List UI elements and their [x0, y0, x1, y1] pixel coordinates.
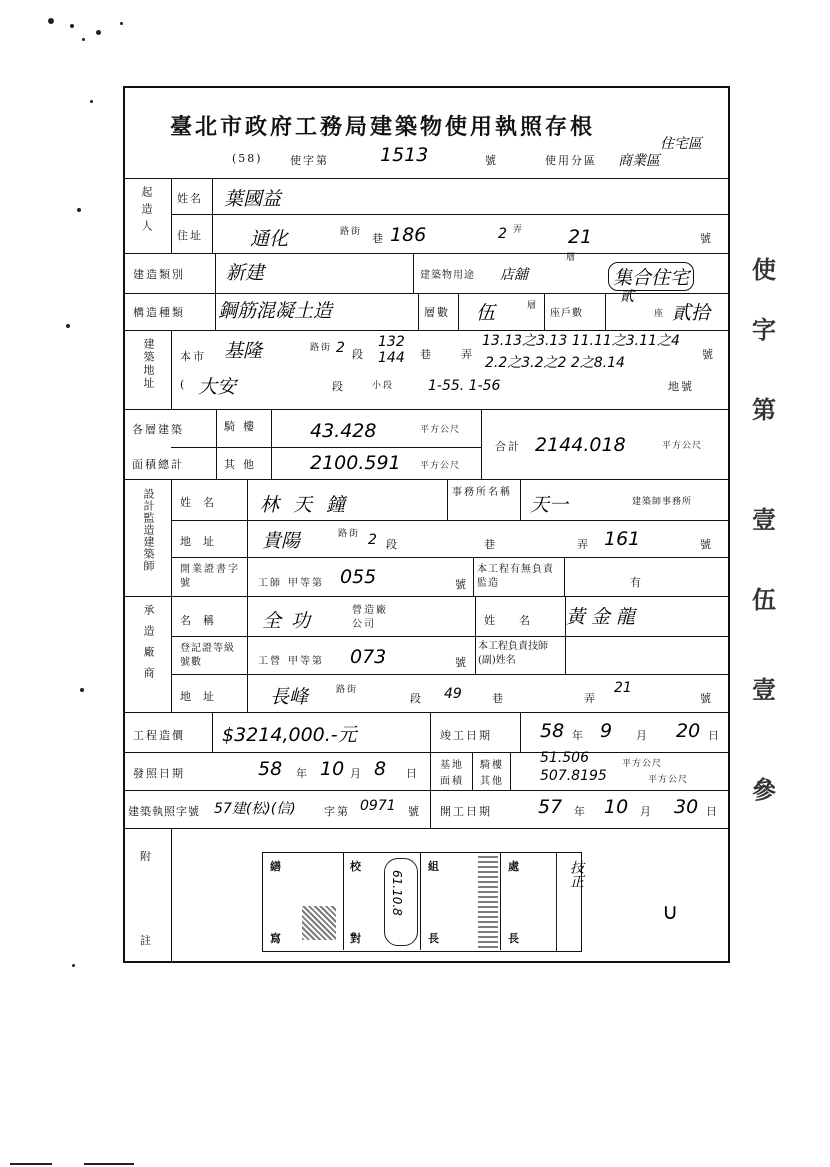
zone-value: 商業區: [618, 153, 660, 169]
row-divider: [123, 178, 730, 179]
issue-day-unit: 日: [406, 767, 419, 780]
issue-month: 10: [320, 758, 345, 780]
bleed-char: 壹: [752, 676, 776, 704]
issue-year-unit: 年: [296, 767, 309, 780]
col-divider: [520, 712, 521, 752]
site-land-number-label: 地號: [668, 380, 694, 393]
designer-group-label: 設計監造建築師: [142, 488, 155, 572]
designer-name-label: 姓名: [180, 496, 226, 509]
scan-speck: [90, 100, 93, 103]
base-area-label-1: 基地: [440, 760, 464, 771]
col-divider: [447, 479, 448, 520]
applicant-road: 通化: [250, 228, 289, 250]
designer-supervise-value: 有: [630, 576, 643, 589]
stray-pen-mark: ∪: [662, 900, 679, 925]
scan-speck: [48, 18, 54, 24]
col-divider: [544, 293, 545, 330]
bleed-char: 壹: [752, 506, 776, 534]
col-divider: [171, 330, 172, 409]
row-divider: [123, 712, 730, 713]
row-divider: [123, 790, 730, 791]
contractor-number-label: 號: [700, 692, 713, 705]
designer-number-value: 161: [604, 528, 641, 550]
site-land-numbers: 1-55. 1-56: [428, 378, 501, 394]
applicant-road-unit: 路街: [340, 227, 363, 237]
contractor-road: 長峰: [270, 686, 309, 708]
start-day: 30: [674, 796, 699, 818]
col-divider: [171, 828, 172, 963]
site-numbers-line2: 2.2之3.2之2 2之8.14: [485, 355, 625, 371]
scan-edge-line: [10, 1163, 52, 1165]
bleed-char: 伍: [752, 586, 776, 614]
arcade-value: 43.428: [310, 420, 377, 442]
col-divider: [430, 712, 431, 828]
start-year: 57: [538, 796, 563, 818]
contractor-lane-label: 巷: [492, 692, 505, 705]
contractor-rep-value: 黃金龍: [566, 606, 642, 628]
bleed-char: 字: [752, 316, 776, 344]
start-year-unit: 年: [574, 805, 587, 818]
zone-note-handwritten: 住宅區: [660, 136, 702, 152]
bleed-char: 使: [752, 256, 776, 284]
row-divider: [171, 214, 730, 215]
col-divider: [472, 752, 473, 790]
site-section-value: 2: [336, 340, 345, 356]
col-divider: [481, 409, 482, 479]
cost-label: 工程造價: [133, 729, 185, 742]
designer-license-number-label: 號: [455, 578, 468, 591]
applicant-lane-label: 巷: [372, 232, 385, 245]
site-numbers-line1: 13.13之3.13 11.11之3.11之4: [482, 333, 680, 349]
start-date-label: 開工日期: [440, 805, 492, 818]
base-other-label: 其他: [480, 776, 504, 787]
contractor-reg-label: 登記證等級號數: [180, 643, 235, 668]
arcade-label: 騎樓: [224, 420, 262, 433]
start-month: 10: [604, 796, 629, 818]
scan-edge-line: [84, 1163, 134, 1165]
issue-day: 8: [374, 758, 387, 780]
site-road-value: 基隆: [224, 340, 263, 362]
site-group-label: 建築地址: [142, 338, 155, 390]
year-code: (58): [232, 152, 263, 165]
other-area-unit: 平方公尺: [420, 461, 461, 471]
page-title: 臺北市政府工務局建築物使用執照存根: [170, 114, 596, 140]
units-unit: 座: [654, 309, 666, 319]
designer-section-value: 2: [368, 532, 377, 548]
base-other-value: 507.8195: [540, 768, 607, 784]
designer-lane-label: 巷: [484, 538, 497, 551]
building-use-value-2: 集合住宅: [608, 262, 694, 291]
applicant-lane-value: 186: [390, 224, 427, 246]
col-divider: [510, 752, 511, 790]
scan-speck: [72, 964, 75, 967]
scan-speck: [80, 688, 84, 692]
permit-number-suffix: 號: [485, 154, 498, 167]
cost-value: $3214,000.-元: [222, 724, 357, 746]
contractor-lane-value: 49: [444, 686, 462, 702]
building-use-floor-unit: 層: [566, 253, 578, 263]
check-label-bottom: 對: [350, 932, 363, 945]
other-area-value: 2100.591: [310, 452, 401, 474]
contractor-reg-number-label: 號: [455, 656, 468, 669]
floors-value: 伍: [476, 302, 496, 324]
scan-speck: [66, 324, 70, 328]
scan-speck: [120, 22, 123, 25]
designer-section-label: 段: [386, 538, 399, 551]
applicant-name-value: 葉國益: [224, 188, 282, 210]
row-divider: [123, 409, 730, 410]
area-group-label-2: 面積總計: [132, 458, 184, 471]
leader-seal-stamp: [478, 856, 498, 948]
construction-type-label: 建造類別: [133, 268, 185, 281]
permit-label: 建築執照字號: [128, 805, 200, 818]
completion-day-unit: 日: [708, 729, 721, 742]
contractor-rep-label: 姓名: [484, 614, 554, 627]
designer-supervise-label: 本工程有無負責監造: [477, 564, 554, 589]
contractor-alley-label: 弄: [584, 692, 597, 705]
col-divider: [475, 596, 476, 674]
clerk-label-top: 繕: [270, 860, 283, 873]
completion-month: 9: [600, 720, 613, 742]
row-divider: [171, 557, 730, 558]
designer-office-suffix: 建築師事務所: [632, 497, 693, 507]
applicant-alley-label: 弄: [513, 225, 525, 235]
applicant-group-label: 起造人: [140, 186, 153, 237]
site-land-subsection: 小段: [372, 381, 395, 391]
construction-type-value: 新建: [226, 262, 265, 284]
signature-divider: [500, 852, 501, 950]
other-area-label: 其他: [224, 458, 262, 471]
bleed-char: 參: [752, 776, 776, 804]
issue-year: 58: [258, 758, 283, 780]
col-divider: [212, 712, 213, 752]
permit-number-label: 號: [408, 805, 421, 818]
permit-prefix: 57建(松)(信): [214, 801, 296, 817]
col-divider: [418, 293, 419, 330]
floors-label: 層數: [424, 306, 450, 319]
start-day-unit: 日: [706, 805, 719, 818]
leader-label-top: 組: [428, 860, 441, 873]
units-value-b: 貳拾: [672, 302, 711, 324]
designer-office-value: 天一: [530, 494, 569, 516]
building-use-value: 店舖: [500, 267, 528, 283]
units-label: 座戶數: [550, 308, 583, 319]
total-area-unit: 平方公尺: [662, 441, 703, 451]
col-divider: [171, 178, 172, 253]
total-area-label: 合計: [495, 440, 521, 453]
check-label-top: 校: [350, 860, 363, 873]
base-arcade-label: 騎樓: [480, 760, 504, 771]
structure-value: 鋼筋混凝土造: [218, 300, 333, 322]
col-divider: [212, 178, 213, 253]
col-divider: [605, 293, 606, 330]
scan-speck: [77, 208, 81, 212]
structure-label: 構造種類: [133, 306, 185, 319]
site-road-unit: 路街: [310, 343, 333, 353]
designer-road: 貴陽: [262, 530, 301, 552]
total-area-value: 2144.018: [535, 434, 626, 456]
site-number-label: 號: [702, 348, 715, 361]
note-label-bottom: 註: [140, 934, 153, 947]
row-divider: [123, 596, 730, 597]
permit-number: 1513: [380, 144, 429, 166]
contractor-reg-value: 073: [350, 646, 387, 668]
contractor-reg-grade: 甲等第: [288, 656, 324, 667]
completion-day: 20: [676, 720, 701, 742]
chief-label-bottom: 長: [508, 932, 521, 945]
scan-speck: [70, 24, 74, 28]
col-divider: [413, 253, 414, 293]
clerk-seal-stamp: [302, 906, 336, 940]
contractor-name-label: 名稱: [180, 614, 226, 627]
designer-number-label: 號: [700, 538, 713, 551]
clerk-label-bottom: 寫: [270, 932, 283, 945]
permit-form-frame: [123, 86, 730, 963]
permit-value: 0971: [360, 798, 396, 814]
site-section-label: 段: [352, 348, 365, 361]
base-area-label-2: 面積: [440, 776, 464, 787]
applicant-alley-value: 2: [498, 226, 507, 242]
contractor-section-label: 段: [410, 692, 423, 705]
scan-speck: [96, 30, 101, 35]
issue-date-label: 發照日期: [133, 767, 185, 780]
arcade-unit: 平方公尺: [420, 425, 461, 435]
site-land-district: 大安: [198, 376, 237, 398]
applicant-address-label: 住址: [177, 229, 203, 242]
note-label-top: 附: [140, 850, 153, 863]
scan-speck: [82, 38, 85, 41]
check-seal-handwriting: 61.10.8: [390, 870, 404, 916]
applicant-name-label: 姓名: [177, 192, 203, 205]
contractor-reg-prefix: 工營: [258, 656, 282, 667]
row-divider: [171, 674, 730, 675]
building-use-label: 建築物用途: [420, 270, 475, 281]
issue-month-unit: 月: [350, 767, 363, 780]
zone-label: 使用分區: [545, 154, 597, 167]
designer-license-label: 開業證書字號: [180, 564, 240, 589]
leader-label-bottom: 長: [428, 932, 441, 945]
col-divider: [171, 479, 172, 712]
contractor-engineer-label: 本工程負責技師(副)姓名: [478, 641, 548, 666]
completion-year-unit: 年: [572, 729, 585, 742]
base-arcade-value: 51.506: [540, 750, 589, 766]
chief-seal-handwriting: 技正: [568, 860, 584, 888]
completion-label: 竣工日期: [440, 729, 492, 742]
floors-unit: 層: [527, 301, 539, 311]
margin-bleed: [748, 250, 808, 850]
col-divider: [473, 557, 474, 596]
designer-name-value: 林天鐘: [260, 494, 360, 516]
site-lanes-value: 132 144: [378, 334, 405, 366]
signature-divider: [343, 852, 344, 950]
contractor-address-label: 地址: [180, 690, 226, 703]
designer-license-prefix: 工師: [258, 578, 282, 589]
contractor-number-value: 21: [614, 680, 632, 696]
area-group-label-1: 各層建築: [132, 423, 184, 436]
row-divider: [171, 447, 481, 448]
applicant-number-value: 21: [568, 226, 593, 248]
contractor-road-unit: 路街: [336, 685, 359, 695]
col-divider: [247, 479, 248, 712]
base-other-unit: 平方公尺: [648, 775, 689, 785]
site-alley-label: 弄: [461, 348, 474, 361]
site-city-label: 本市: [180, 350, 206, 363]
use-word-label: 使字第: [290, 154, 329, 167]
row-divider: [123, 828, 730, 829]
permit-word-no: 字第: [324, 805, 350, 818]
units-value-a: 貳: [620, 289, 634, 305]
row-divider: [123, 752, 730, 753]
base-arcade-unit: 平方公尺: [622, 759, 663, 769]
col-divider: [216, 409, 217, 479]
designer-office-label: 事務所名稱: [452, 487, 512, 498]
bleed-char: 第: [752, 396, 776, 424]
row-divider: [123, 479, 730, 480]
signature-divider: [420, 852, 421, 950]
col-divider: [271, 409, 272, 479]
completion-year: 58: [540, 720, 565, 742]
col-divider: [215, 253, 216, 330]
site-lane-label: 巷: [420, 348, 433, 361]
contractor-name-suffix: 營造廠公司: [352, 605, 388, 630]
start-month-unit: 月: [640, 805, 653, 818]
contractor-name-value: 全功: [262, 610, 321, 632]
site-land-section: 段: [332, 380, 345, 393]
col-divider: [564, 557, 565, 596]
completion-month-unit: 月: [636, 729, 649, 742]
col-divider: [458, 293, 459, 330]
row-divider: [171, 520, 730, 521]
designer-road-unit: 路街: [338, 529, 361, 539]
designer-license-grade: 甲等第: [288, 578, 324, 589]
chief-label-top: 處: [508, 860, 521, 873]
contractor-group-label: 承造廠商: [142, 604, 155, 688]
designer-license-value: 055: [340, 566, 377, 588]
row-divider: [171, 636, 730, 637]
applicant-number-label: 號: [700, 232, 713, 245]
col-divider: [520, 479, 521, 520]
designer-address-label: 地址: [180, 535, 226, 548]
designer-alley-label: 弄: [577, 538, 590, 551]
